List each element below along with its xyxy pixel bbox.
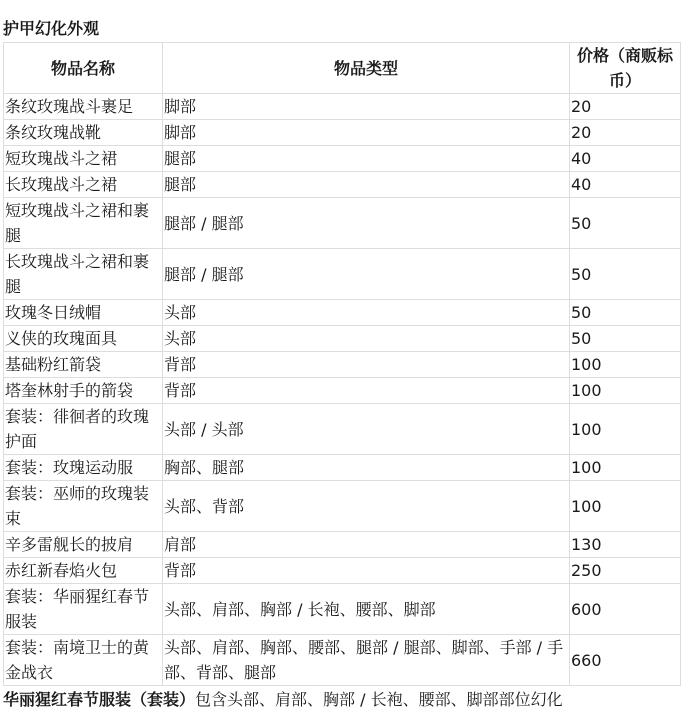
item-name-cell: 套装：巫师的玫瑰装束 xyxy=(4,481,163,532)
item-type-cell: 背部 xyxy=(163,558,570,584)
item-type-cell: 背部 xyxy=(163,352,570,378)
item-type-cell: 脚部 xyxy=(163,94,570,120)
item-price-cell: 100 xyxy=(570,481,681,532)
item-name-cell: 长玫瑰战斗之裙和裹腿 xyxy=(4,249,163,300)
item-type-cell: 头部 xyxy=(163,300,570,326)
item-price-cell: 100 xyxy=(570,404,681,455)
table-row xyxy=(4,94,681,120)
table-row xyxy=(4,378,681,404)
item-type-cell: 头部、背部 xyxy=(163,481,570,532)
item-name-cell: 长玫瑰战斗之裙 xyxy=(4,172,163,198)
item-name-cell: 短玫瑰战斗之裙和裹腿 xyxy=(4,198,163,249)
item-price-cell: 660 xyxy=(570,635,681,686)
item-price-cell: 40 xyxy=(570,172,681,198)
item-price-cell: 100 xyxy=(570,352,681,378)
item-type-cell: 腿部 xyxy=(163,146,570,172)
item-type-cell: 胸部、腿部 xyxy=(163,455,570,481)
table-row xyxy=(4,481,681,532)
item-name-cell: 套装：玫瑰运动服 xyxy=(4,455,163,481)
item-price-cell: 20 xyxy=(570,120,681,146)
item-price-cell: 50 xyxy=(570,300,681,326)
table-row xyxy=(4,635,681,686)
item-type-cell: 腿部 / 腿部 xyxy=(163,198,570,249)
table-row xyxy=(4,455,681,481)
item-name-cell: 条纹玫瑰战靴 xyxy=(4,120,163,146)
item-name-cell: 塔奎林射手的箭袋 xyxy=(4,378,163,404)
item-name-cell: 条纹玫瑰战斗裹足 xyxy=(4,94,163,120)
table-row xyxy=(4,558,681,584)
item-type-cell: 脚部 xyxy=(163,120,570,146)
item-type-cell: 肩部 xyxy=(163,532,570,558)
header-item-name: 物品名称 xyxy=(4,43,163,94)
item-name-cell: 短玫瑰战斗之裙 xyxy=(4,146,163,172)
table-row xyxy=(4,532,681,558)
item-name-cell: 套装：南境卫士的黄金战衣 xyxy=(4,635,163,686)
item-price-cell: 250 xyxy=(570,558,681,584)
table-row xyxy=(4,404,681,455)
item-name-cell: 义侠的玫瑰面具 xyxy=(4,326,163,352)
item-type-cell: 腿部 / 腿部 xyxy=(163,249,570,300)
item-name-cell: 辛多雷舰长的披肩 xyxy=(4,532,163,558)
table-row xyxy=(4,120,681,146)
table-row xyxy=(4,249,681,300)
table-row xyxy=(4,584,681,635)
item-name-cell: 赤红新春焰火包 xyxy=(4,558,163,584)
item-price-cell: 40 xyxy=(570,146,681,172)
item-price-cell: 600 xyxy=(570,584,681,635)
item-price-cell: 50 xyxy=(570,326,681,352)
item-price-cell: 100 xyxy=(570,455,681,481)
item-name-cell: 基础粉红箭袋 xyxy=(4,352,163,378)
item-price-cell: 100 xyxy=(570,378,681,404)
footer-description: 包含头部、肩部、胸部 / 长袍、腰部、脚部部位幻化 xyxy=(195,690,563,709)
transmog-table xyxy=(3,42,681,686)
table-row xyxy=(4,172,681,198)
table-header-row xyxy=(4,43,681,94)
item-type-cell: 头部、肩部、胸部、腰部、腿部 / 腿部、脚部、手部 / 手部、背部、腿部 xyxy=(163,635,570,686)
item-type-cell: 腿部 xyxy=(163,172,570,198)
item-type-cell: 背部 xyxy=(163,378,570,404)
item-type-cell: 头部 xyxy=(163,326,570,352)
table-row xyxy=(4,326,681,352)
item-name-cell: 套装：华丽猩红春节服装 xyxy=(4,584,163,635)
table-row xyxy=(4,300,681,326)
header-item-type: 物品类型 xyxy=(163,43,570,94)
item-price-cell: 130 xyxy=(570,532,681,558)
footer-note xyxy=(3,689,563,711)
table-row xyxy=(4,146,681,172)
item-name-cell: 玫瑰冬日绒帽 xyxy=(4,300,163,326)
item-price-cell: 50 xyxy=(570,249,681,300)
item-price-cell: 50 xyxy=(570,198,681,249)
item-name-cell: 套装：徘徊者的玫瑰护面 xyxy=(4,404,163,455)
item-price-cell: 20 xyxy=(570,94,681,120)
item-type-cell: 头部、肩部、胸部 / 长袍、腰部、脚部 xyxy=(163,584,570,635)
section-title: 护甲幻化外观 xyxy=(3,19,100,38)
table-row xyxy=(4,352,681,378)
item-type-cell: 头部 / 头部 xyxy=(163,404,570,455)
table-row xyxy=(4,198,681,249)
footer-set-name: 华丽猩红春节服装（套装） xyxy=(3,690,196,709)
header-price: 价格（商贩标币） xyxy=(570,43,681,94)
